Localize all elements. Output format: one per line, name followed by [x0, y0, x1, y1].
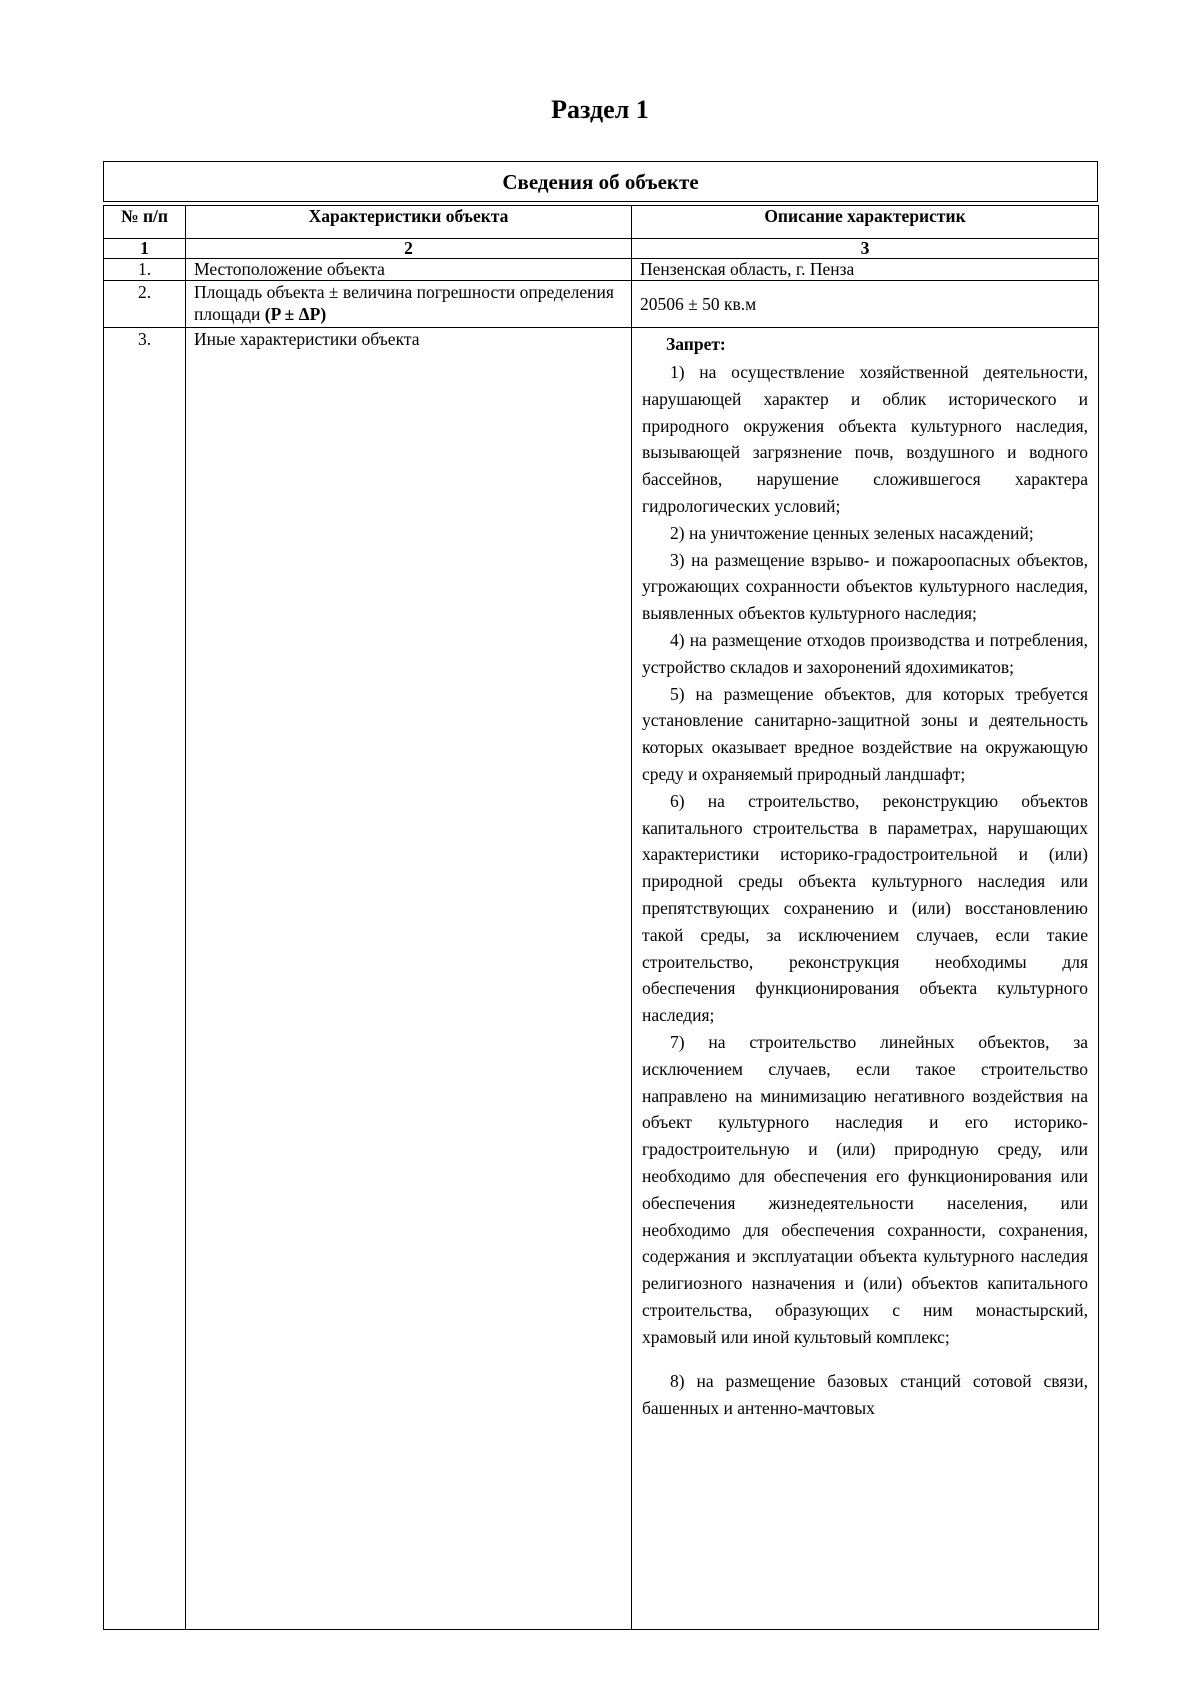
restriction-item: 5) на размещение объектов, для которых требуется установление санитарно-защитной зоны и деятельность которых оказывает вредное воздействие на окружающую среду и охраняемый природный ландшафт;	[642, 683, 1088, 784]
section-title: Раздел 1	[551, 95, 649, 124]
restriction-item: 1) на осуществление хозяйственной деятельности, нарушающей характер и облик исторического и природного окружения объекта культурного наследия, вызывающей загрязнение почв, воздушного и водного бассейнов, нарушение сложившегося характера гидрологических условий;	[642, 362, 1088, 516]
restriction-item: 7) на строительство линейных объектов, за исключением случаев, если такое строительство направлено на минимизацию негативного воздействия на объект культурного наследия и его историко-градостроительную и (или) природную среду, или необходимо для обеспечения его функционирования или обеспечения жизнедеятельности населения, или необходимо для обеспечения сохранности, сохранения, содержания и эксплуатации объекта культурного наследия религиозного назначения и (или) объектов капитального строительства, образующих с ним монастырский, храмовый или иной культовый комплекс;	[642, 1031, 1088, 1347]
row-number: 3.	[104, 328, 186, 1630]
table-row	[104, 281, 1099, 328]
object-info-table-wrap	[103, 161, 1098, 1630]
row-characteristic: Иные характеристики объекта	[186, 328, 632, 1630]
column-number: 2	[186, 239, 632, 259]
row-description-restrictions	[632, 328, 1099, 1630]
area-formula: (P ± ΔP)	[264, 304, 327, 324]
row-number: 2.	[104, 281, 186, 328]
restriction-item: 8) на размещение базовых станций сотовой связи, башенных и антенно-мачтовых	[642, 1371, 1088, 1419]
row-description: 20506 ± 50 кв.м	[632, 281, 1099, 328]
header-num: № п/п	[104, 206, 186, 239]
restriction-item: 4) на размещение отходов производства и потребления, устройство складов и захоронений ядохимикатов;	[642, 629, 1088, 677]
header-characteristic: Характеристики объекта	[186, 206, 632, 239]
table-row	[104, 259, 1099, 281]
row-description: Пензенская область, г. Пенза	[632, 259, 1099, 281]
characteristic-text: Площадь объекта ± величина погрешности определения площади	[194, 282, 614, 324]
table-row	[104, 328, 1099, 1630]
restriction-item: 3) на размещение взрыво- и пожароопасных объектов, угрожающих сохранности объектов культурного наследия, выявленных объектов культурного наследия;	[642, 549, 1088, 624]
header-description: Описание характеристик	[632, 206, 1099, 239]
object-info-table	[103, 205, 1099, 1630]
row-characteristic: Местоположение объекта	[186, 259, 632, 281]
row-number: 1.	[104, 259, 186, 281]
table-caption: Сведения об объекте	[103, 161, 1098, 202]
column-number: 1	[104, 239, 186, 259]
restriction-item: 6) на строительство, реконструкцию объектов капитального строительства в параметрах, нарушающих характеристики историко-градостроительной и (или) природной среды объекта культурного наследия или препятствующих сохранению и (или) восстановлению такой среды, за исключением случаев, если такие строительство, реконструкция необходимы для обеспечения функционирования объекта культурного наследия;	[642, 790, 1088, 1026]
header-row	[104, 206, 1099, 239]
column-number: 3	[632, 239, 1099, 259]
restrictions-heading: Запрет:	[666, 334, 726, 354]
row-characteristic	[186, 281, 632, 328]
column-number-row	[104, 239, 1099, 259]
restriction-item: 2) на уничтожение ценных зеленых насаждений;	[670, 522, 1034, 543]
